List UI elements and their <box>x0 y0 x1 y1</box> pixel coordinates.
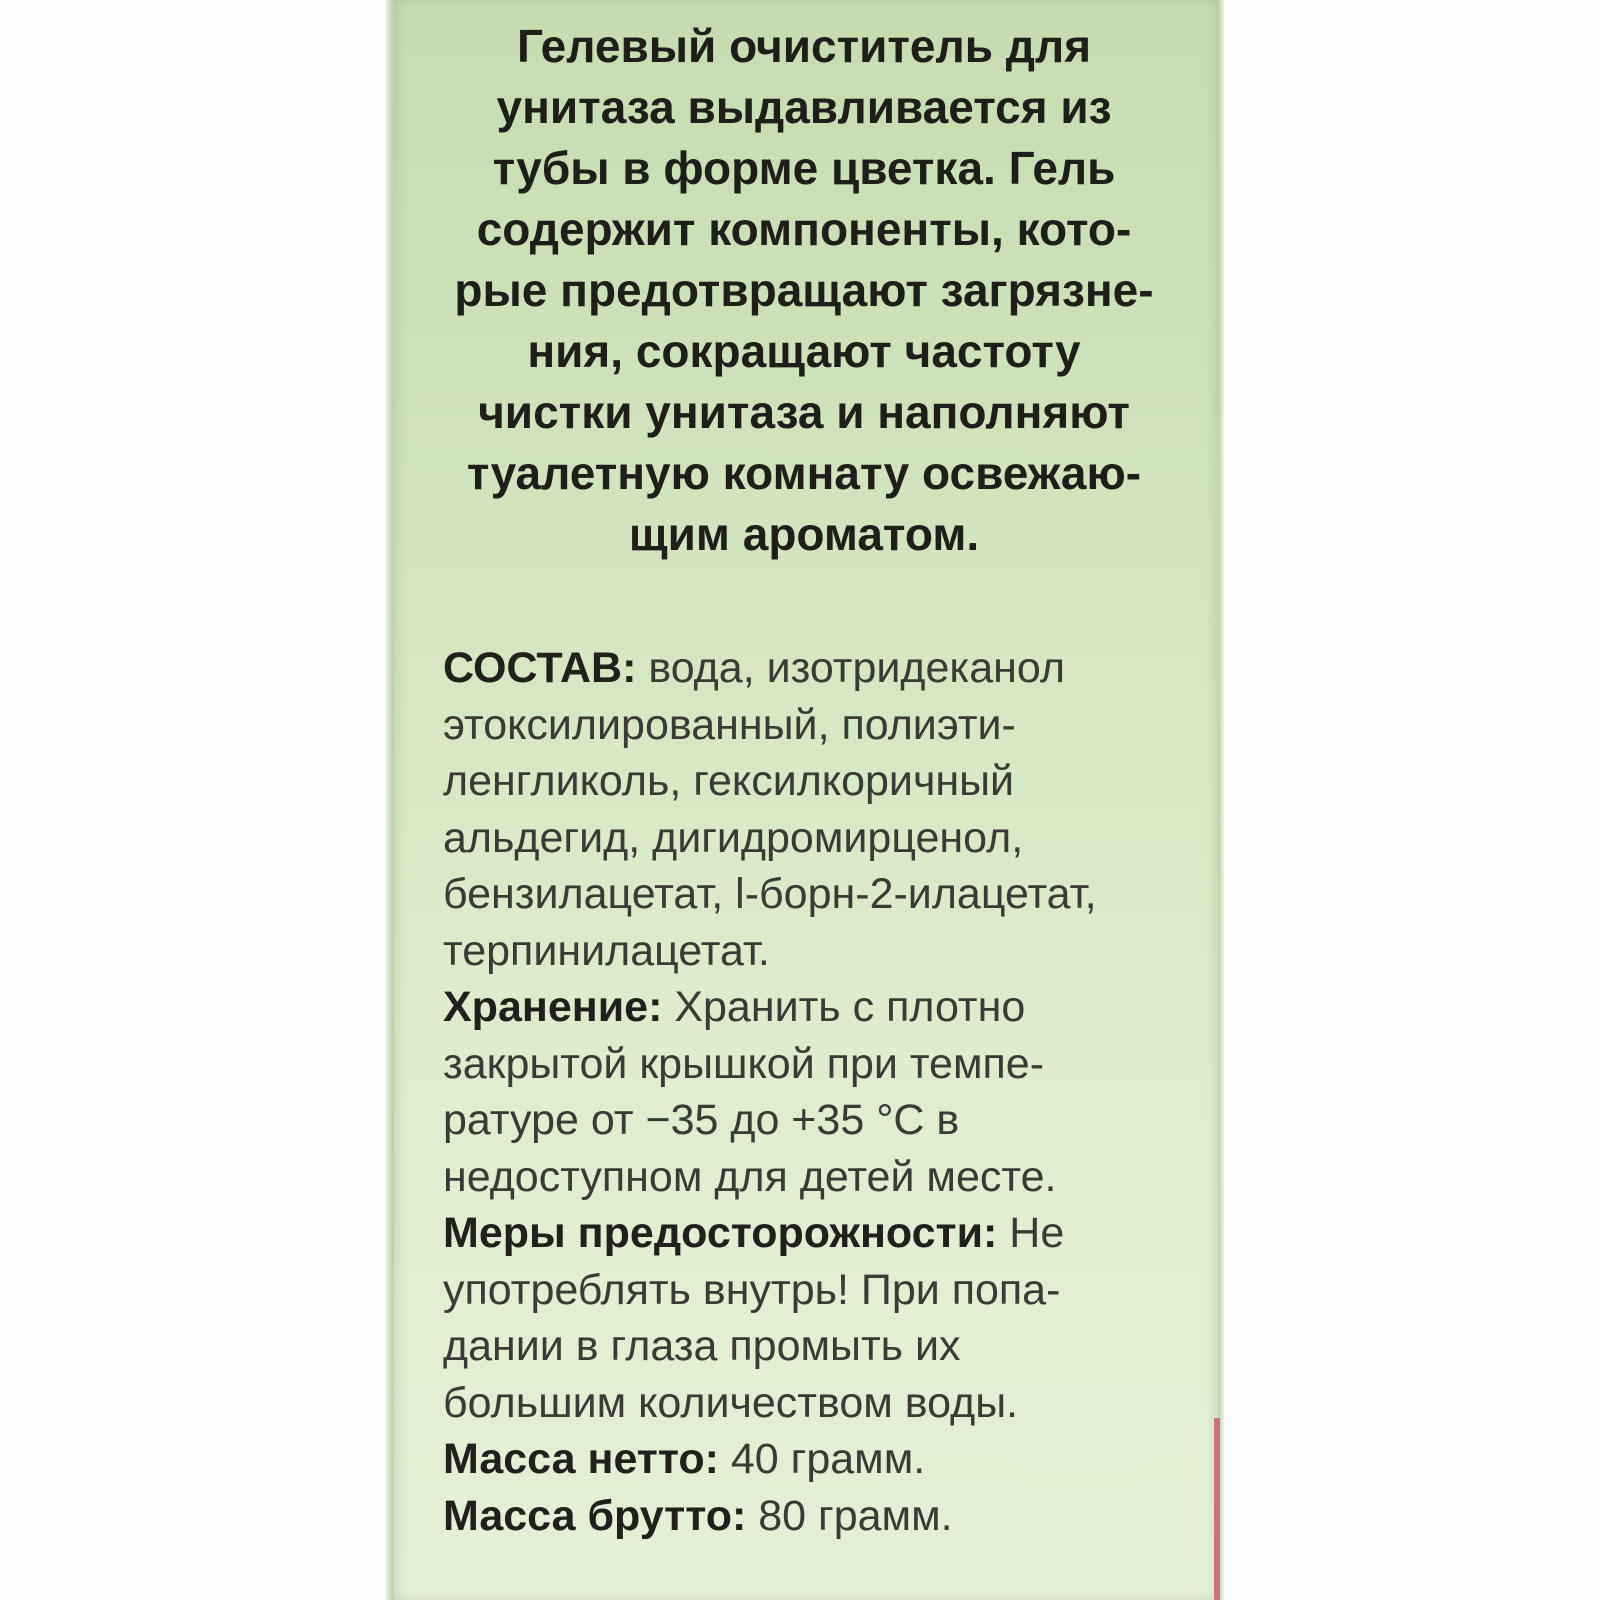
package-red-strip <box>1214 1418 1220 1600</box>
description-line: Гелевый очиститель для <box>516 20 1092 72</box>
net-weight-line <box>443 1431 1203 1488</box>
gross-weight-line <box>443 1488 1203 1545</box>
precautions-line: дании в глаза промыть их <box>443 1322 961 1370</box>
precautions-text: Не <box>997 1209 1065 1257</box>
product-description <box>404 16 1204 565</box>
storage-line: закрытой крышкой при темпе- <box>443 1039 1045 1088</box>
composition-text: вода, изотридеканол <box>636 644 1065 692</box>
description-line: рые предотвращают загрязне- <box>454 264 1154 316</box>
storage-line: недоступном для детей месте. <box>443 1152 1057 1201</box>
composition-line: альдегид, дигидромирценол, <box>443 813 1024 862</box>
precautions-label: Меры предосторожности: <box>443 1209 998 1257</box>
composition-line: этоксилированный, полиэти- <box>443 700 1016 749</box>
storage-label: Хранение: <box>443 983 663 1031</box>
composition-line: бензилацетат, l-борн-2-илацетат, <box>443 870 1097 918</box>
composition-line: терпинилацетат. <box>443 926 770 975</box>
description-line: унитаза выдавливается из <box>496 81 1112 133</box>
precautions-line <box>443 1205 1203 1262</box>
description-line: чистки унитаза и наполняют <box>478 386 1130 438</box>
composition-label: СОСТАВ: <box>443 644 637 692</box>
composition-line: ленгликоль, гексилкоричный <box>443 757 1015 805</box>
precautions-line: употреблять внутрь! При попа- <box>443 1265 1061 1314</box>
package-right-edge <box>1218 0 1224 1600</box>
description-line: щим ароматом. <box>628 508 980 560</box>
composition-line <box>443 640 1203 697</box>
net-weight-value: 40 грамм. <box>718 1435 926 1483</box>
precautions-line: большим количеством воды. <box>443 1378 1019 1427</box>
description-line: ния, сокращают частоту <box>527 325 1081 377</box>
product-details <box>443 640 1203 1544</box>
package-left-edge <box>386 0 394 1600</box>
description-line: туалетную комнату освежаю- <box>466 447 1142 499</box>
description-line: тубы в форме цветка. Гель <box>492 142 1116 194</box>
net-weight-label: Масса нетто: <box>443 1435 719 1483</box>
storage-text: Хранить с плотно <box>662 983 1026 1031</box>
description-line: содержит компоненты, кото- <box>476 203 1132 255</box>
gross-weight-value: 80 грамм. <box>746 1491 953 1540</box>
storage-line: ратуре от −35 до +35 °C в <box>443 1096 960 1144</box>
storage-line <box>443 979 1203 1036</box>
gross-weight-label: Масса брутто: <box>443 1491 747 1540</box>
